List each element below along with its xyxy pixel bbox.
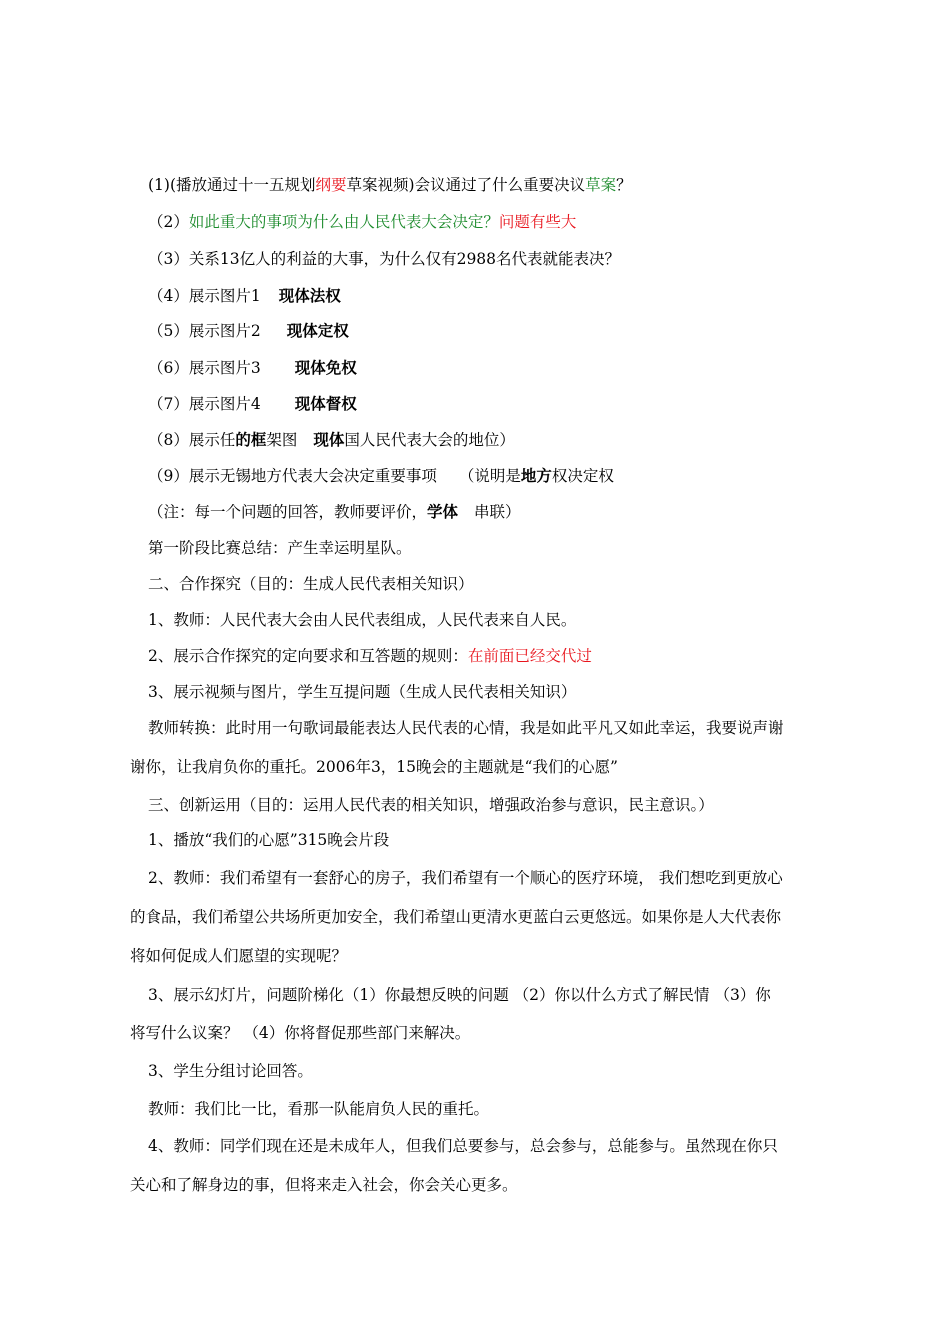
bold-text: 地方 [520, 466, 552, 485]
line-12: 二、合作探究（目的：生成人民代表相关知识） [148, 575, 474, 593]
bold-text: 现体 [313, 430, 345, 449]
text: （6）展示图片3 [148, 359, 261, 377]
line-1 [148, 175, 632, 195]
text: （说明是 [458, 467, 521, 485]
text: （9）展示无锡地方代表大会决定重要事项 [148, 467, 437, 485]
line-10 [148, 502, 521, 522]
text: （4）展示图片1 [148, 287, 261, 305]
highlight-green: 草案 [585, 176, 617, 194]
line-9 [148, 466, 614, 486]
text: （5）展示图片2 [148, 322, 261, 340]
line-2 [148, 212, 576, 232]
bold-text: 现体法权 [278, 286, 341, 305]
text: （注：每一个问题的回答，教师要评价， [148, 503, 428, 521]
highlight-red: 纲要 [315, 176, 347, 194]
line-4 [148, 286, 341, 306]
line-15: 3、展示视频与图片，学生互提问题（生成人民代表相关知识） [148, 683, 577, 701]
line-26: 教师：我们比一比，看那一队能肩负人民的重托。 [148, 1100, 490, 1118]
line-22: 将如何促成人们愿望的实现呢？ [130, 947, 348, 965]
bold-text: 现体督权 [294, 394, 357, 413]
line-14 [148, 646, 592, 666]
line-21: 的食品，我们希望公共场所更加安全，我们希望山更清水更蓝白云更悠远。如果你是人大代表你 [130, 908, 782, 926]
line-27: 4、教师：同学们现在还是未成年人，但我们总要参与，总会参与，总能参与。虽然现在你只 [148, 1137, 778, 1155]
line-16: 教师转换：此时用一句歌词最能表达人民代表的心情，我是如此平凡又如此幸运，我要说声谢 [148, 719, 784, 737]
text: （2） [148, 213, 189, 231]
bold-text: 现体免权 [294, 358, 357, 377]
text: 架图 [266, 431, 298, 449]
line-5 [148, 321, 349, 341]
line-6 [148, 358, 357, 378]
highlight-green: 如此重大的事项为什么由人民代表大会决定？ [188, 213, 499, 231]
line-17: 谢你，让我肩负你的重托。2006年3，15晚会的主题就是“我们的心愿” [130, 758, 618, 776]
text: 草案视频)会议通过了什么重要决议 [346, 176, 586, 194]
text: 国人民代表大会的地位） [344, 431, 515, 449]
line-24: 将写什么议案？ （4）你将督促那些部门来解决。 [130, 1024, 471, 1042]
text: 串联） [474, 503, 521, 521]
line-8 [148, 430, 515, 450]
line-28: 关心和了解身边的事，但将来走入社会，你会关心更多。 [130, 1176, 518, 1194]
line-3: （3）关系13亿人的利益的大事，为什么仅有2988名代表就能表决？ [148, 250, 621, 268]
line-20: 2、教师：我们希望有一套舒心的房子，我们希望有一个顺心的医疗环境， 我们想吃到更放心 [148, 869, 783, 887]
line-13: 1、教师：人民代表大会由人民代表组成，人民代表来自人民。 [148, 611, 577, 629]
line-11: 第一阶段比赛总结：产生幸运明星队。 [148, 539, 412, 557]
text: 2、展示合作探究的定向要求和互答题的规则： [148, 647, 468, 665]
line-19: 1、播放“我们的心愿”315晚会片段 [148, 831, 390, 849]
line-18: 三、创新运用（目的：运用人民代表的相关知识，增强政治参与意识，民主意识。） [148, 796, 714, 814]
line-23: 3、展示幻灯片，问题阶梯化（1）你最想反映的问题 （2）你以什么方式了解民情 （3）你 [148, 986, 771, 1004]
line-25: 3、学生分组讨论回答。 [148, 1062, 313, 1080]
bold-text: 现体定权 [286, 321, 349, 340]
bold-text: 的框 [235, 430, 267, 449]
highlight-red: 问题有些大 [498, 213, 577, 231]
text: （8）展示任 [148, 431, 236, 449]
line-7 [148, 394, 357, 414]
text: 权决定权 [551, 467, 614, 485]
text: ？ [616, 176, 632, 194]
highlight-red: 在前面已经交代过 [467, 647, 592, 665]
text: (1)(播放通过十一五规划 [148, 176, 316, 194]
text: （7）展示图片4 [148, 395, 261, 413]
bold-text: 学体 [427, 502, 459, 521]
